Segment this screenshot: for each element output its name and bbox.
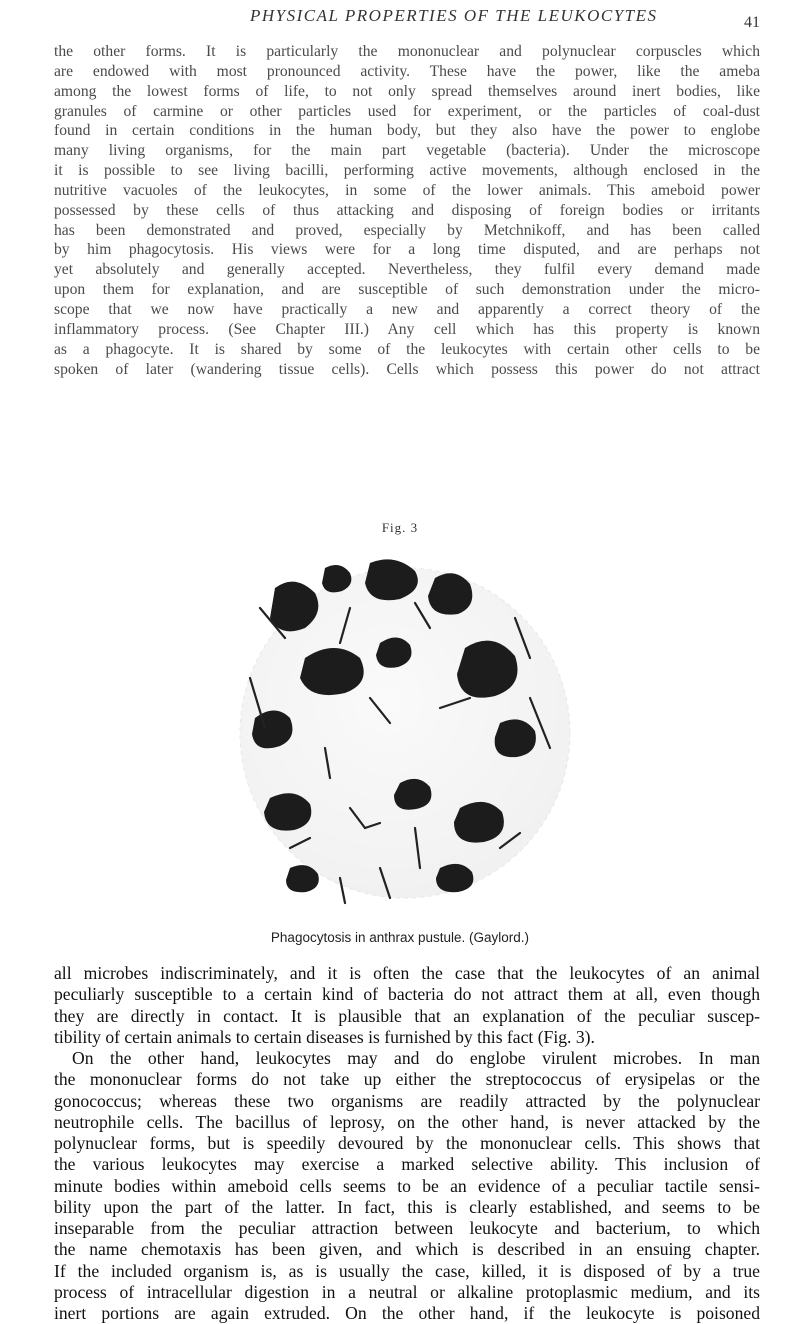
text-line: granules of carmine or other particles used for experiment, or the particles of coal-dust (54, 102, 760, 120)
text-line: inert portions are again extruded. On the other hand, if the leukocyte is poisoned (54, 1303, 760, 1323)
text-line: bility upon the part of the latter. In fact, this is clearly established, and seems to be (54, 1196, 760, 1217)
text-line: yet absolutely and generally accepted. Nevertheless, they fulfil every demand made (54, 261, 760, 279)
text-line: scope that we now have practically a new and apparently a correct theory of the (54, 300, 760, 318)
text-line: by him phagocytosis. His views were for a long time disputed, and are perhaps not (54, 241, 760, 259)
text-line: upon them for explanation, and are susceptible of such demonstration under the micro- (54, 281, 760, 299)
text-line: spoken of later (wandering tissue cells). Cells which possess this power do not attract (54, 360, 760, 378)
text-line: inflammatory process. (See Chapter III.) Any cell which has this property is known (54, 320, 760, 338)
text-line: as a phagocyte. It is shared by some of the leukocytes with certain other cells to be (54, 340, 760, 358)
bottom-paragraph (54, 963, 760, 1324)
text-line: possessed by these cells of thus attacking and disposing of foreign bodies or irritants (54, 201, 760, 219)
figure-label: Fig. 3 (381, 520, 419, 535)
text-line: neutrophile cells. The bacillus of leprosy, on the other hand, is never attacked by the (54, 1111, 760, 1132)
text-line: found in certain conditions in the human body, but they also have the power to englobe (54, 122, 760, 140)
text-line: process of intracellular digestion in a neutral or alkaline protoplasmic medium, and its (54, 1281, 760, 1302)
top-paragraph (54, 42, 760, 379)
page-number: 41 (744, 14, 760, 31)
text-line: all microbes indiscriminately, and it is often the case that the leukocytes of an animal (54, 963, 760, 983)
text-line: the other forms. It is particularly the mononuclear and polynuclear corpuscles which (54, 43, 760, 60)
text-line: many living organisms, for the main part vegetable (bacteria). Under the microscope (54, 142, 760, 160)
text-line: inseparable from the peculiar attraction between leukocyte and bacterium, to which (54, 1218, 760, 1238)
text-line: gonococcus; whereas these two organisms are readily attracted by the polynuclear (54, 1090, 760, 1111)
text-line: If the included organism is, as is usually the case, killed, it is disposed of by a true (54, 1260, 760, 1281)
text-line: the name chemotaxis has been given, and which is described in an ensuing chapter. (54, 1239, 760, 1260)
text-line: the various leukocytes may exercise a marked selective ability. This inclusion of (54, 1154, 760, 1175)
text-line: nutritive vacuoles of the leukocytes, in some of the lower animals. This ameboid power (54, 181, 760, 199)
text-line: they are directly in contact. It is plausible that an explanation of the peculiar suscep- (54, 1005, 760, 1026)
text-line: has been demonstrated and proved, especially by Metchnikoff, and has been called (54, 221, 760, 239)
phagocytosis-micrograph (230, 548, 580, 918)
text-line: minute bodies within ameboid cells seems to be an evidence of a peculiar tactile sensi- (54, 1175, 760, 1196)
text-line: tibility of certain animals to certain diseases is furnished by this fact (Fig. 3). (54, 1026, 595, 1047)
text-line: are endowed with most pronounced activity. These have the power, like the ameba (54, 62, 760, 80)
text-line: On the other hand, leukocytes may and do englobe virulent microbes. In man (72, 1048, 760, 1068)
page-header (0, 6, 800, 36)
text-line: among the lowest forms of life, to not only spread themselves around inert bodies, like (54, 82, 760, 100)
running-head: PHYSICAL PROPERTIES OF THE LEUKOCYTES (250, 6, 658, 25)
figure-caption: Phagocytosis in anthrax pustule. (Gaylord.) (270, 930, 530, 945)
text-line: the mononuclear forms do not take up either the streptococcus of erysipelas or the (54, 1069, 760, 1090)
text-line: polynuclear forms, but is speedily devoured by the mononuclear cells. This shows that (54, 1133, 760, 1153)
text-line: peculiarly susceptible to a certain kind of bacteria do not attract them at all, even though (54, 984, 760, 1005)
text-line: it is possible to see living bacilli, performing active movements, although enclosed in the (54, 162, 760, 180)
